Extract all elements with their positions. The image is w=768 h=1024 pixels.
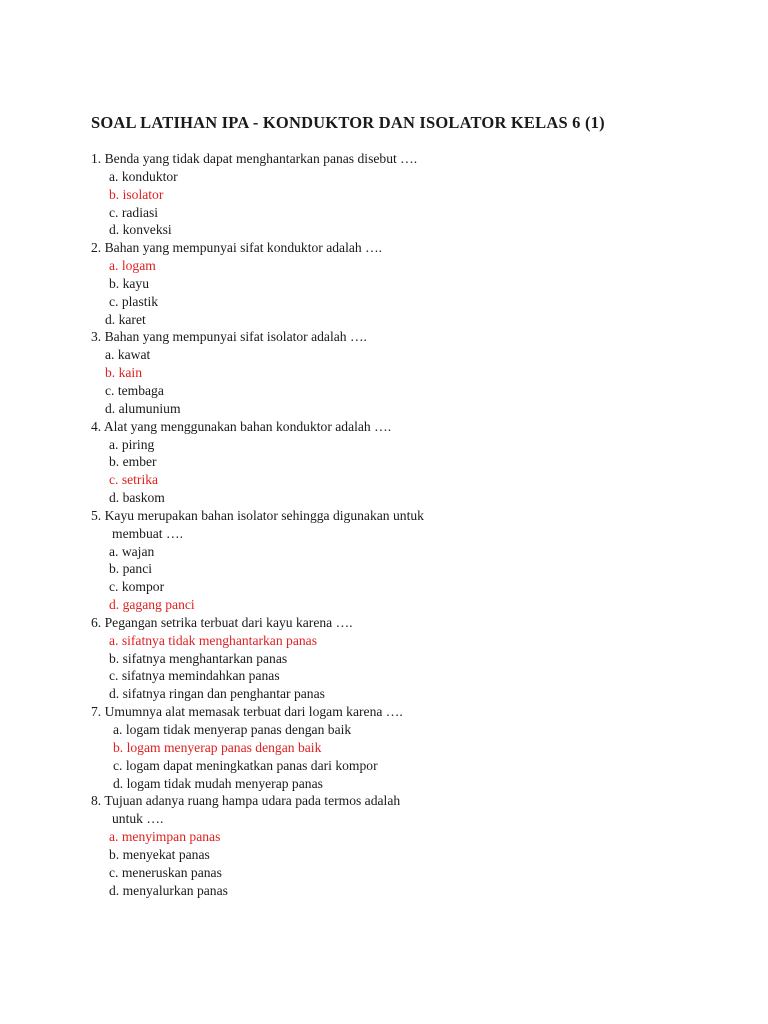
question-text: 8. Tujuan adanya ruang hampa udara pada termos adalah <box>91 793 401 809</box>
question-6 <box>91 614 711 703</box>
question-text: 4. Alat yang menggunakan bahan konduktor adalah …. <box>91 418 392 434</box>
answer-option: c. sifatnya memindahkan panas <box>109 668 280 684</box>
question-8 <box>91 792 711 899</box>
answer-option: d. karet <box>105 311 146 327</box>
question-1 <box>91 150 711 239</box>
answer-option: a. konduktor <box>109 168 178 184</box>
answer-option: b. panci <box>109 561 153 577</box>
question-text-continuation: untuk …. <box>112 811 164 827</box>
question-3 <box>91 328 711 417</box>
answer-option: d. logam tidak mudah menyerap panas <box>113 775 323 791</box>
question-2 <box>91 239 711 328</box>
answer-option: c. meneruskan panas <box>109 864 222 880</box>
answer-option: d. menyalurkan panas <box>109 882 228 898</box>
question-5 <box>91 507 711 614</box>
answer-option: c. plastik <box>109 293 159 309</box>
answer-option-correct: a. sifatnya tidak menghantarkan panas <box>109 632 317 648</box>
answer-option: c. kompor <box>109 579 165 595</box>
question-text: 2. Bahan yang mempunyai sifat konduktor adalah …. <box>91 240 383 256</box>
answer-option-correct: a. logam <box>109 258 156 274</box>
answer-option: a. logam tidak menyerap panas dengan baik <box>113 722 352 737</box>
page-title: SOAL LATIHAN IPA - KONDUKTOR DAN ISOLATOR KELAS 6 (1) <box>91 113 605 132</box>
answer-option: b. menyekat panas <box>109 846 210 862</box>
question-7 <box>91 703 711 792</box>
answer-option: d. baskom <box>109 490 165 506</box>
answer-option: a. kawat <box>105 347 151 363</box>
answer-option-correct: a. menyimpan panas <box>109 829 221 845</box>
answer-option: a. piring <box>109 436 155 452</box>
answer-option: d. alumunium <box>105 400 181 416</box>
question-text: 1. Benda yang tidak dapat menghantarkan panas disebut …. <box>91 151 418 166</box>
answer-option-correct: b. isolator <box>109 186 164 202</box>
question-text: 3. Bahan yang mempunyai sifat isolator adalah …. <box>91 329 367 345</box>
question-4 <box>91 418 711 507</box>
answer-option-correct: d. gagang panci <box>109 597 195 613</box>
answer-option-correct: b. kain <box>105 365 142 381</box>
answer-option-correct: b. logam menyerap panas dengan baik <box>113 739 322 755</box>
answer-option: d. sifatnya ringan dan penghantar panas <box>109 686 325 702</box>
question-text: 5. Kayu merupakan bahan isolator sehingga digunakan untuk <box>91 507 424 523</box>
answer-option: c. radiasi <box>109 204 159 220</box>
answer-option: a. wajan <box>109 543 155 559</box>
answer-option: b. kayu <box>109 275 150 291</box>
answer-option: c. logam dapat meningkatkan panas dari kompor <box>113 757 378 773</box>
answer-option: c. tembaga <box>105 382 164 398</box>
question-list <box>91 150 711 899</box>
answer-option: b. ember <box>109 454 157 470</box>
answer-option: b. sifatnya menghantarkan panas <box>109 650 288 666</box>
question-text-continuation: membuat …. <box>112 525 183 541</box>
question-text: 6. Pegangan setrika terbuat dari kayu karena …. <box>91 614 353 630</box>
answer-option: d. konveksi <box>109 222 172 238</box>
question-text: 7. Umumnya alat memasak terbuat dari logam karena …. <box>91 704 403 720</box>
answer-option-correct: c. setrika <box>109 472 159 488</box>
